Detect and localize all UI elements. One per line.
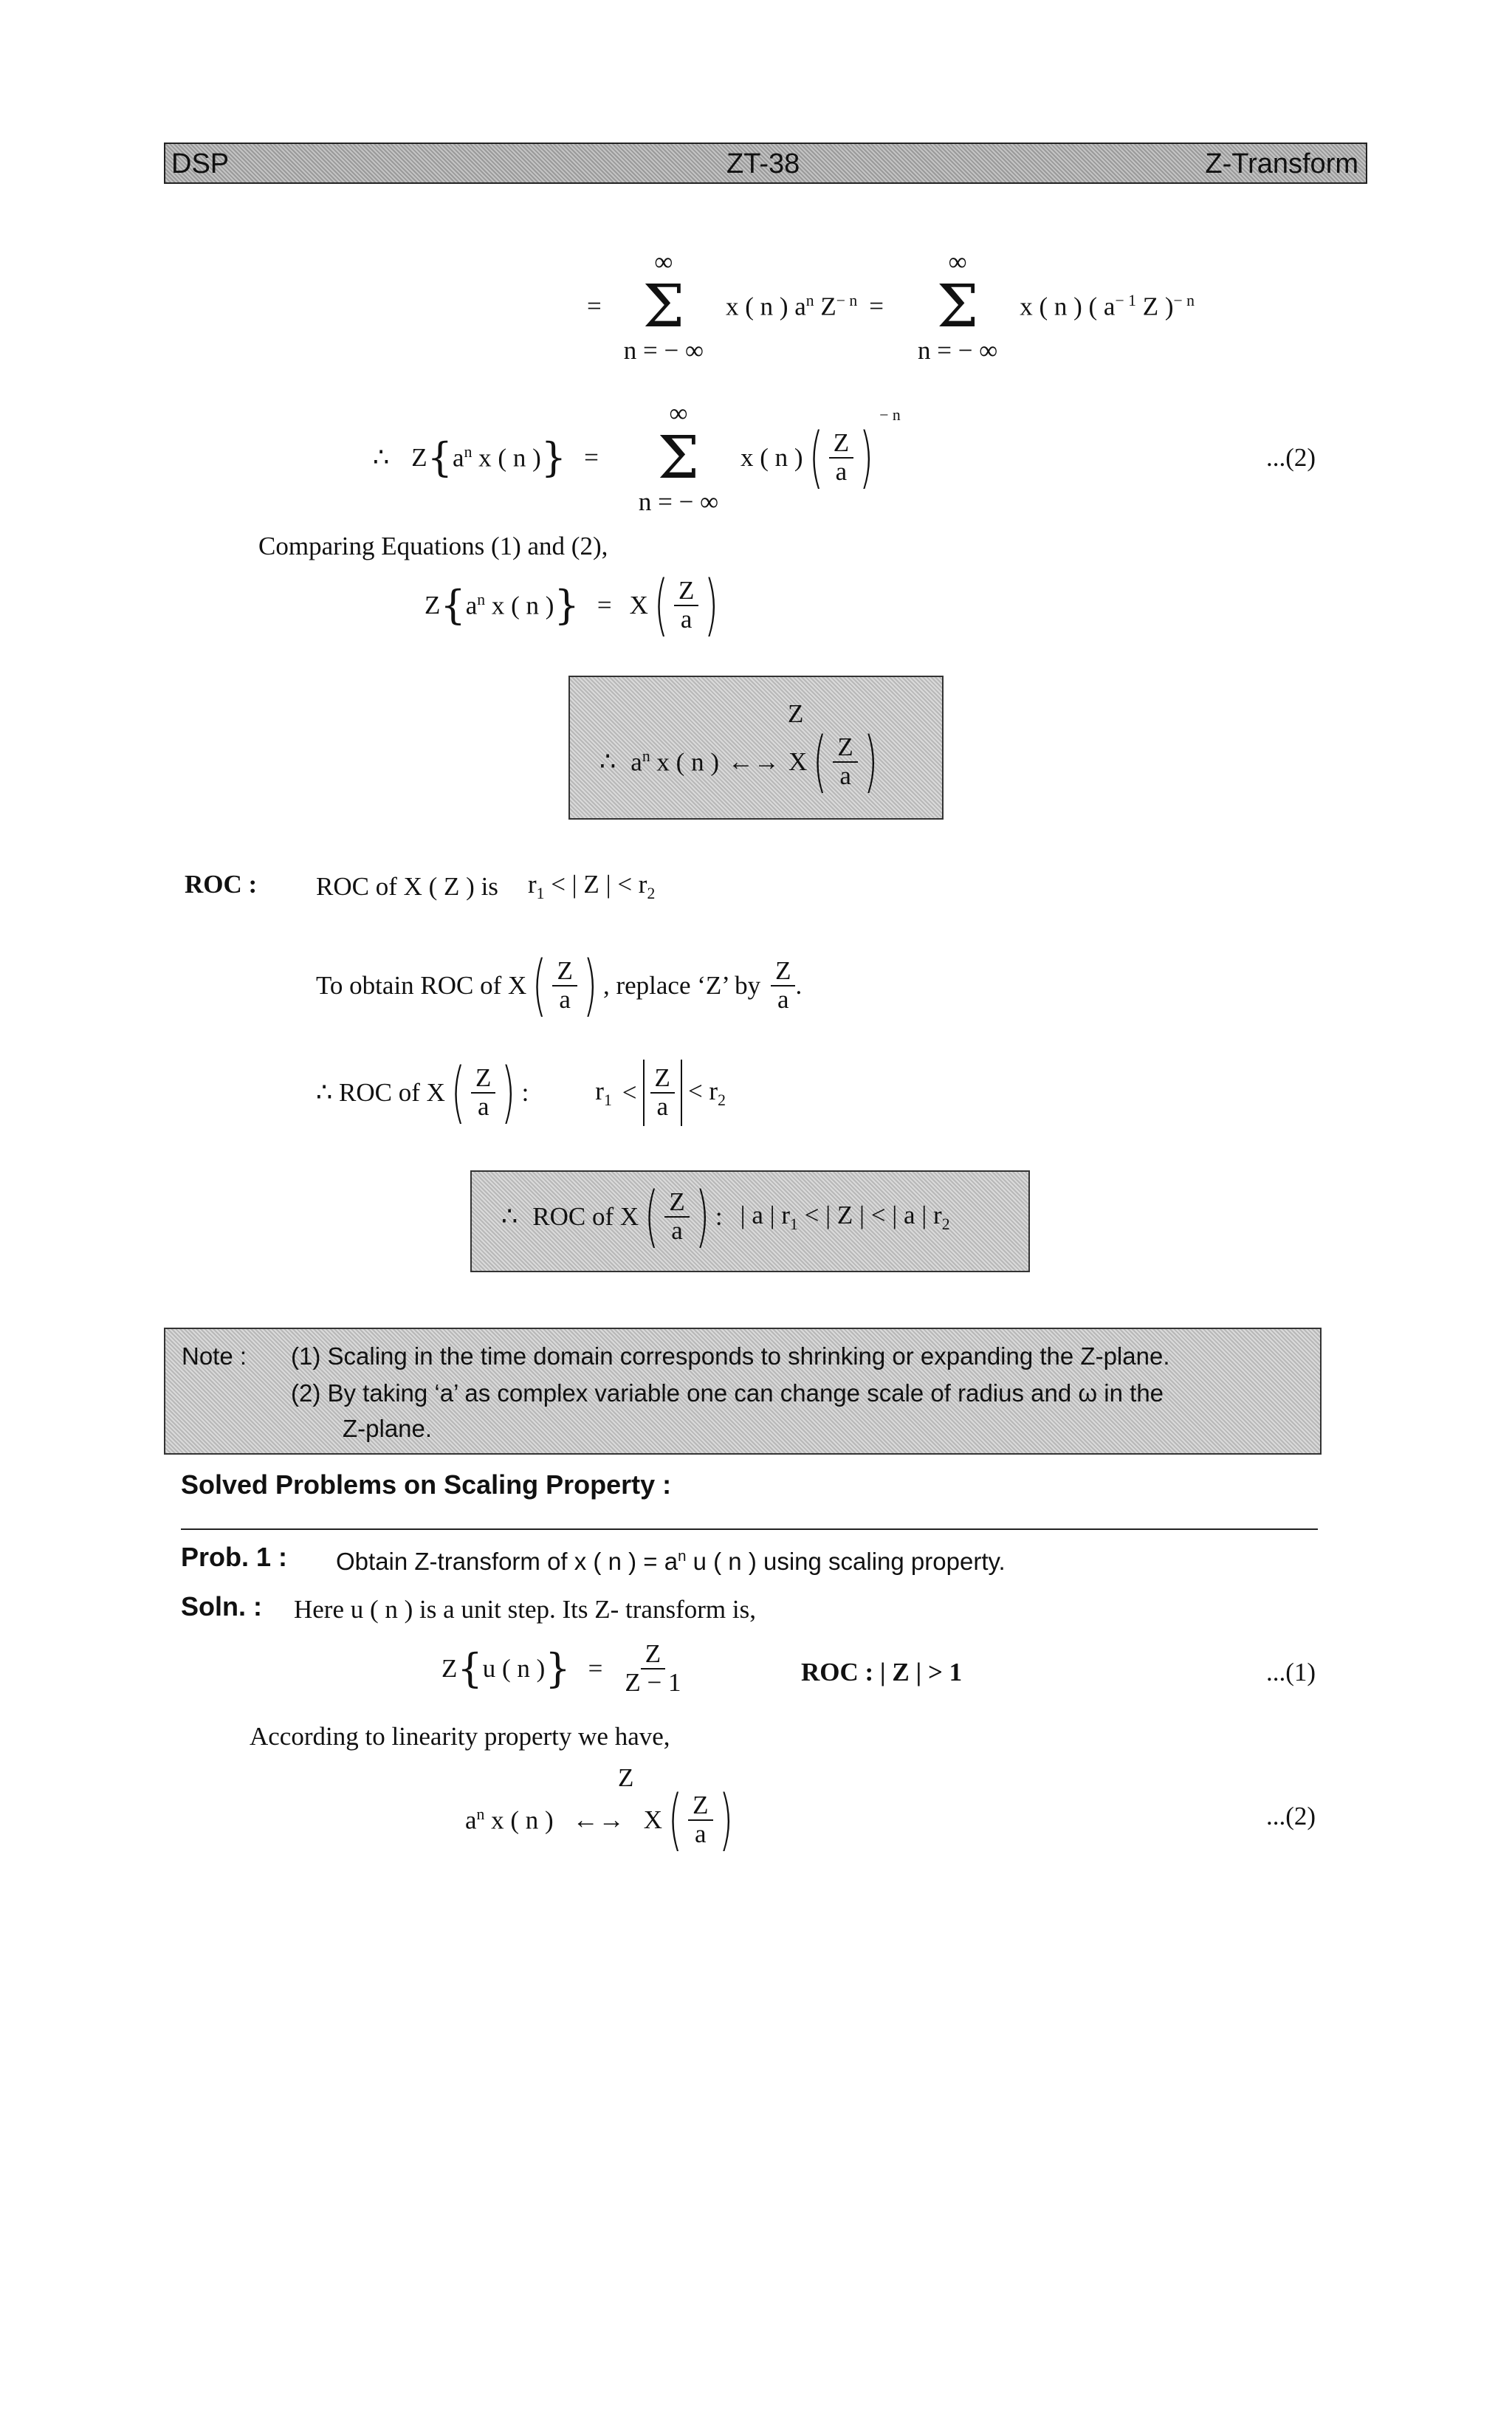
period: . (795, 971, 803, 1000)
eq-b-equals: = (584, 443, 599, 472)
sum-1 (624, 247, 704, 366)
roc-line-3 (316, 1054, 726, 1131)
note-item-2-continued: Z-plane. (343, 1415, 433, 1442)
eq-d-inner: u ( n ) (482, 1653, 546, 1683)
roc-line2-text: To obtain ROC of X (316, 971, 527, 1000)
eq-b-exponent: − n (879, 406, 901, 424)
note-box (164, 1328, 1322, 1455)
prob-1-text: Obtain Z-transform of x ( n ) = $a^n$ u ( n ) using scaling property. (336, 1548, 1006, 1575)
box2-expression (501, 1178, 950, 1255)
arrow-label-z: Z (788, 699, 804, 728)
box1-expression (599, 723, 884, 800)
fraction-z-over-a: $\frac{Z}{a}$ (829, 430, 853, 486)
paren-open: ( (645, 1178, 659, 1255)
paren-close: ) (859, 419, 874, 496)
result-box-scaling (568, 676, 944, 820)
box2-text: ROC of X (532, 1202, 639, 1231)
sum-2 (918, 247, 997, 366)
fraction-z-over-a: $\frac{Z}{a}$ (471, 1065, 495, 1121)
eq-c-x: X (629, 591, 648, 620)
roc-line2-replace: , replace ‘Z’ by (602, 971, 761, 1000)
eq-e-x: X (643, 1805, 662, 1834)
sum-2-bottom: n = − ∞ (918, 336, 998, 365)
fraction-z-over-a: $\frac{Z}{a}$ (771, 958, 795, 1014)
sum-3 (639, 399, 718, 517)
therefore-symbol: ∴ (599, 747, 616, 776)
equation-b (373, 399, 901, 517)
eq-c-inner: $a^n$ x ( n ) (465, 590, 554, 620)
paren-open: ( (813, 723, 828, 800)
brace-close: } (540, 434, 567, 481)
eq-ref-2b: ...(2) (1266, 1802, 1316, 1830)
fraction-z-over-a: $\frac{Z}{a}$ (664, 1189, 689, 1245)
paren-close: ) (863, 723, 879, 800)
roc-line1-text: ROC of X ( Z ) is (316, 871, 498, 901)
roc-unit-step: ROC : | Z | > 1 (801, 1658, 963, 1686)
fraction-z-over-a: $\frac{Z}{a}$ (833, 734, 857, 790)
eq-b-term: x ( n ) (740, 443, 803, 472)
note-item-1: (1) Scaling in the time domain corresponds to shrinking or expanding the Z-plane. (291, 1342, 1170, 1370)
roc-line3-r1: $r_1$ (595, 1076, 612, 1109)
eq-c-equals: = (597, 591, 612, 620)
section-divider (181, 1528, 1318, 1530)
sigma-symbol: Σ (657, 423, 700, 492)
fraction-z-over-z-minus-1: $\frac{Z}{Z - 1}$ (625, 1639, 681, 1697)
eq-a-mid: = (869, 292, 884, 320)
page-number: ZT-38 (726, 148, 800, 179)
roc-line3-text: ∴ ROC of X (316, 1078, 445, 1107)
eq-a-term1: x ( n ) $a^n$ $Z^{- n}$ (725, 291, 858, 321)
brace-open: { (427, 434, 453, 481)
fraction-z-over-a: $\frac{Z}{a}$ (650, 1065, 675, 1121)
fraction-z-over-a: $\frac{Z}{a}$ (552, 958, 577, 1014)
note-item-2: (2) By taking ‘a’ as complex variable one can change scale of radius and ω in the (291, 1379, 1164, 1407)
abs-bar-left (643, 1060, 645, 1126)
fraction-z-over-a: $\frac{Z}{a}$ (674, 577, 698, 634)
paren-open: ( (653, 566, 669, 644)
sigma-symbol: Σ (936, 272, 979, 340)
sum-1-bottom: n = − ∞ (623, 336, 704, 365)
result-box-roc (470, 1170, 1030, 1272)
box1-lhs: $a^n$ x ( n ) (630, 747, 719, 777)
sigma-symbol: Σ (642, 272, 685, 340)
paren-open: ( (667, 1781, 683, 1859)
equation-d (441, 1641, 686, 1697)
header-left: DSP (171, 148, 230, 179)
arrow-label-z: Z (618, 1763, 634, 1792)
less-than: < (622, 1078, 637, 1107)
paren-open: ( (808, 419, 823, 496)
eq-a-equals: = (587, 292, 602, 320)
comparing-text: Comparing Equations (1) and (2), (258, 532, 608, 560)
paren-close: ) (501, 1054, 516, 1131)
fraction-z-over-a: $\frac{Z}{a}$ (688, 1792, 712, 1848)
section-title: Solved Problems on Scaling Property : (181, 1469, 672, 1500)
roc-line-2 (316, 947, 803, 1024)
therefore-symbol: ∴ (373, 443, 390, 472)
eq-ref-1: ...(1) (1266, 1658, 1316, 1686)
equation-c (425, 566, 724, 644)
soln-label: Soln. : (181, 1591, 262, 1622)
paren-close: ) (695, 1178, 709, 1255)
colon: : (715, 1202, 723, 1231)
eq-ref-2: ...(2) (1266, 443, 1316, 472)
roc-line-1 (316, 870, 655, 903)
sum-3-top: ∞ (669, 399, 688, 428)
sum-1-top: ∞ (654, 247, 673, 276)
linearity-text: According to linearity property we have, (250, 1722, 670, 1751)
eq-c-z: Z (425, 591, 441, 620)
brace-open: { (440, 582, 466, 628)
roc-line1-expr: $r_1$ < | Z | < $r_2$ (527, 870, 656, 902)
header-right: Z-Transform (1205, 148, 1358, 179)
roc-label: ROC : (185, 870, 258, 899)
brace-close: } (545, 1644, 571, 1692)
paren-open: ( (450, 1054, 466, 1131)
brace-open: { (457, 1644, 483, 1692)
paren-close: ) (704, 566, 719, 644)
roc-line3-r2: < $r_2$ (687, 1076, 726, 1109)
abs-bar-right (681, 1060, 682, 1126)
equation-a (587, 247, 1195, 366)
double-arrow: ←→ (572, 1805, 625, 1834)
colon: : (521, 1078, 529, 1107)
paren-close: ) (583, 947, 598, 1024)
box1-x: X (788, 747, 808, 776)
prob-1-label: Prob. 1 : (181, 1542, 288, 1572)
note-label: Note : (182, 1342, 247, 1370)
box2-roc-expr: | a | $r_1$ < | Z | < | a | $r_2$ (740, 1200, 950, 1233)
eq-b-inner: $a^n$ x ( n ) (453, 442, 541, 473)
soln-text: Here u ( n ) is a unit step. Its Z- transform is, (294, 1595, 756, 1624)
equation-e (465, 1781, 739, 1859)
brace-close: } (554, 582, 580, 628)
page-header (164, 143, 1367, 184)
double-arrow: ←→ (727, 747, 780, 776)
eq-d-equals: = (588, 1653, 603, 1683)
eq-e-lhs: $a^n$ x ( n ) (465, 1805, 554, 1835)
eq-b-z: Z (411, 443, 427, 472)
eq-a-term2: x ( n ) ( $a^{- 1}$ Z )$^{- n}$ (1020, 291, 1195, 321)
paren-open: ( (532, 947, 547, 1024)
paren-close: ) (718, 1781, 733, 1859)
therefore-symbol: ∴ (501, 1202, 518, 1231)
sum-2-top: ∞ (948, 247, 967, 276)
eq-d-z: Z (441, 1653, 458, 1683)
sum-3-bottom: n = − ∞ (638, 487, 719, 516)
